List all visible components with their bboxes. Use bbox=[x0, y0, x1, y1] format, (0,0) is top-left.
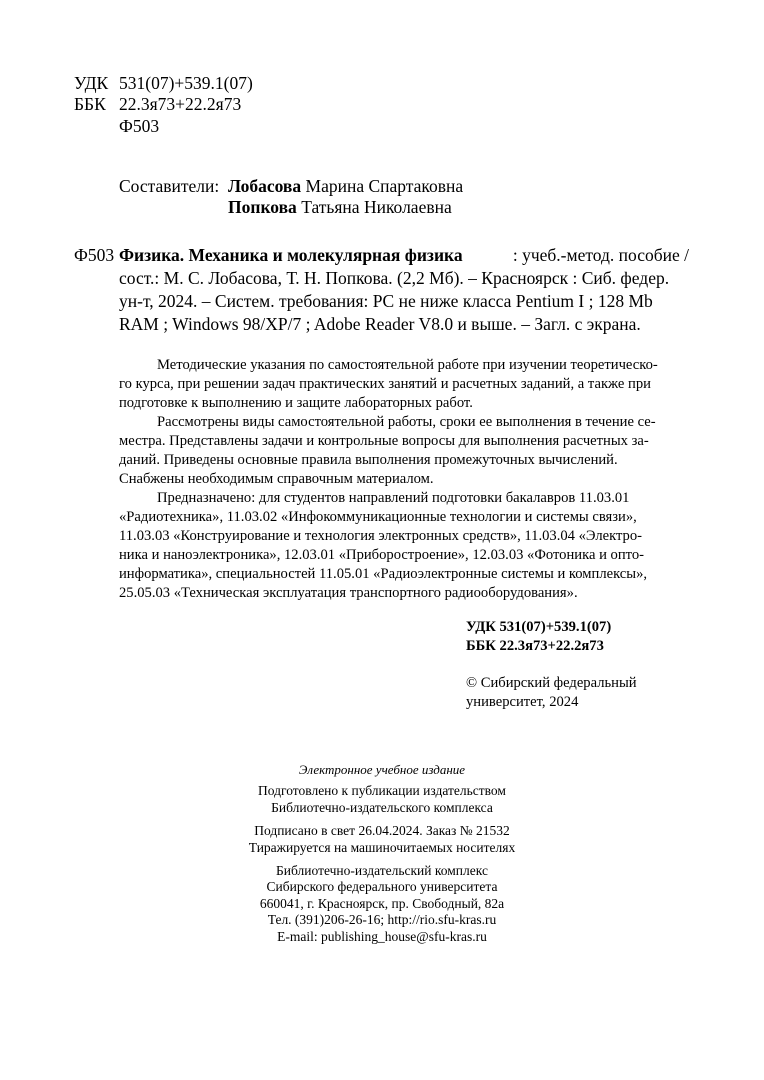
prepared-line-2: Библиотечно-издательского комплекса bbox=[271, 800, 493, 815]
bib-line-1 bbox=[119, 247, 689, 265]
compiler-1 bbox=[228, 178, 463, 196]
copyright-line-2: университет, 2024 bbox=[466, 694, 579, 710]
compilers-label: Составители: bbox=[119, 176, 220, 196]
compiler-2-surname: Попкова bbox=[228, 197, 297, 217]
bib-title: Физика. Механика и молекулярная физика bbox=[119, 245, 463, 265]
abstract-p2-line-4: Снабжены необходимым справочным материалом. bbox=[119, 471, 434, 487]
abstract-p3-line-1: Предназначено: для студентов направлений подготовки бакалавров 11.03.01 bbox=[157, 490, 630, 506]
bib-line-1-rest: : учеб.-метод. пособие / bbox=[512, 245, 689, 265]
publisher-line-2: Сибирского федерального университета bbox=[266, 879, 498, 894]
publisher-email: E-mail: publishing_house@sfu-kras.ru bbox=[277, 929, 487, 944]
abstract-p3-line-4: ника и наноэлектроника», 12.03.01 «Приборостроение», 12.03.03 «Фотоника и опто- bbox=[119, 547, 644, 563]
copies-line: Тиражируется на машиночитаемых носителях bbox=[248, 840, 516, 855]
compiler-1-surname: Лобасова bbox=[228, 176, 302, 196]
abstract-p1-line-1: Методические указания по самостоятельной работе при изучении теоретическо- bbox=[157, 357, 658, 373]
compiler-2-given: Татьяна Николаевна bbox=[301, 197, 452, 217]
copyright-line-1: © Сибирский федеральный bbox=[466, 675, 637, 691]
bib-line-2: сост.: М. С. Лобасова, Т. Н. Попкова. (2,2 Мб). – Красноярск : Сиб. федер. bbox=[119, 268, 670, 288]
signed-line: Подписано в свет 26.04.2024. Заказ № 21532 bbox=[254, 823, 510, 838]
bib-mark: Ф503 bbox=[74, 245, 115, 265]
bbk-value: 22.3я73+22.2я73 bbox=[119, 94, 242, 114]
abstract-p2-line-1: Рассмотрены виды самостоятельной работы, сроки ее выполнения в течение се- bbox=[157, 414, 656, 430]
abstract-p1-line-2: го курса, при решении задач практических занятий и расчетных заданий, а также при bbox=[119, 376, 651, 392]
udk-value: 531(07)+539.1(07) bbox=[119, 73, 253, 93]
abstract-p3-line-2: «Радиотехника», 11.03.02 «Инфокоммуникационные технологии и системы связи», bbox=[119, 509, 637, 525]
bbk-label: ББК bbox=[74, 94, 106, 114]
publisher-phone: Тел. (391)206-26-16; http://rio.sfu-kras.ru bbox=[267, 912, 497, 927]
abstract-p2-line-3: даний. Приведены основные правила выполнения промежуточных вычислений. bbox=[119, 452, 618, 468]
prepared-line-1: Подготовлено к публикации издательством bbox=[258, 783, 506, 798]
abstract-p1-line-3: подготовке к выполнению и защите лабораторных работ. bbox=[119, 395, 473, 411]
abstract-p3-line-3: 11.03.03 «Конструирование и технология электронных средств», 11.03.04 «Электро- bbox=[119, 528, 643, 544]
abstract-p3-line-6: 25.05.03 «Техническая эксплуатация транспортного радиооборудования». bbox=[119, 585, 578, 601]
abstract-p3-line-5: информатика», специальностей 11.05.01 «Радиоэлектронные системы и комплексы», bbox=[119, 566, 648, 582]
bib-line-4: RAM ; Windows 98/XP/7 ; Adobe Reader V8.0 и выше. – Загл. с экрана. bbox=[119, 314, 641, 334]
edition-type: Электронное учебное издание bbox=[298, 762, 466, 777]
abstract-p2-line-2: местра. Представлены задачи и контрольные вопросы для выполнения расчетных за- bbox=[119, 433, 649, 449]
publisher-line-1: Библиотечно-издательский комплекс bbox=[276, 863, 488, 878]
bib-line-3: ун-т, 2024. – Систем. требования: PC не ниже класса Pentium I ; 128 Mb bbox=[119, 291, 653, 311]
publisher-address: 660041, г. Красноярск, пр. Свободный, 82а bbox=[259, 896, 505, 911]
udk-classification: УДК 531(07)+539.1(07) bbox=[466, 619, 612, 635]
bbk-classification: ББК 22.3я73+22.2я73 bbox=[466, 638, 604, 654]
author-mark: Ф503 bbox=[119, 116, 160, 136]
compiler-2 bbox=[228, 199, 452, 217]
compiler-1-given: Марина Спартаковна bbox=[305, 176, 464, 196]
udk-label: УДК bbox=[74, 73, 109, 93]
